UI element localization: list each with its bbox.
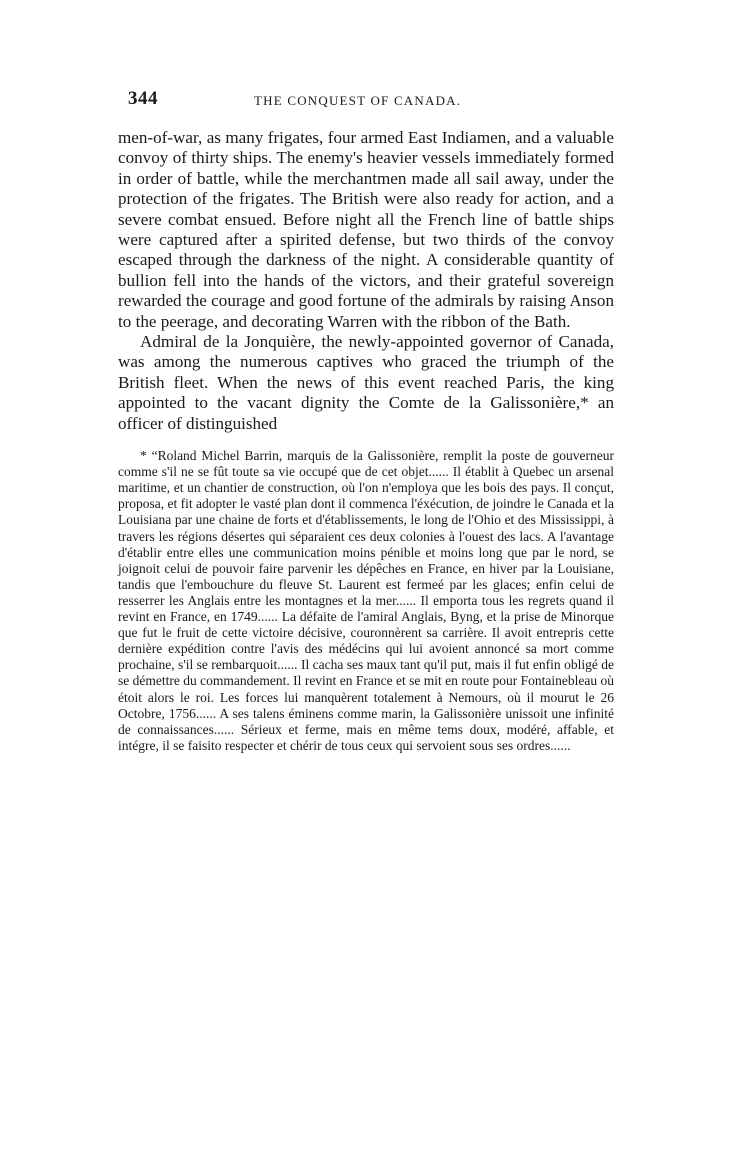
running-title: THE CONQUEST OF CANADA.: [254, 93, 462, 108]
paragraph-continued: men-of-war, as many frigates, four armed East Indiamen, and a valuable convoy of thirty ships. The enemy's heavier vessels immediately formed in order of battle, while the merchantmen made all sail away, under the protection of the frigates. The British were also ready for action, and a severe combat ensued. Before night all the French line of battle ships were captured after a spirited defense, but two thirds of the convoy escaped through the darkness of the night. A considerable quantity of bullion fell into the hands of the victors, and their grateful sovereign rewarded the courage and good fortune of the admirals by raising Anson to the peerage, and decorating Warren with the ribbon of the Bath.: [118, 128, 614, 331]
book-page: [118, 88, 614, 754]
main-text: [118, 128, 614, 434]
paragraph-jonquiere: Admiral de la Jonquière, the newly-appointed governor of Canada, was among the numerous captives who graced the triumph of the British fleet. When the news of this event reached Paris, the king appointed to the vacant dignity the Comte de la Galissonière,* an officer of distinguished: [118, 332, 614, 433]
footnote: * “Roland Michel Barrin, marquis de la Galissonière, remplit la poste de gouverneur comme s'il ne se fût toute sa vie occupé que de cet objet...... Il établit à Quebec un arsenal maritime, et un chantier de construction, où l'on n'employa que les bois des pays. Il conçut, proposa, et fit adopter le vasté plan dont il commenca l'éxécution, de joindre le Canada et la Louisiana par une chaine de forts et d'établissements, le long de l'Ohio et des Mississippi, à travers les régions désertes qui séparaient ces deux colonies à l'ouest des lacs. A l'avantage d'établir entre elles une communication moins pénible et moins long que par le nord, se joignoit celui de pouvoir faire parvenir les dépêches en France, en hiver par la Louisiane, tandis que l'embouchure du fleuve St. Laurent est fermeé par les glaces; enfin celui de resserrer les Anglais entre les montagnes et la mer...... Il emporta tous les regrets quand il revint en France, en 1749...... La défaite de l'amiral Anglais, Byng, et la prise de Minorque que fut le fruit de cette victoire décisive, couronnèrent sa carrière. Il avoit entrepris cette dernière expédition contre l'avis des médécins qui lui avoient annoncé sa mort comme prochaine, s'il se rembarquoit...... Il cacha ses maux tant qu'il put, mais il fut enfin obligé de se démettre du commandement. Il revint en France et se mit en route pour Fontainebleau où étoit alors le roi. Les forces lui manquèrent totalement à Nemours, où il mourut le 26 Octobre, 1756...... A ses talens éminens comme marin, la Galissonière unissoit une infinité de connaissances...... Sérieux et ferme, mais en même tems doux, modéré, affable, et intégre, il se faisito respecter et chérir de tous ceux qui servoient sous ses ordres......: [118, 448, 614, 753]
page-header: [118, 88, 614, 118]
page-number: 344: [128, 88, 158, 109]
